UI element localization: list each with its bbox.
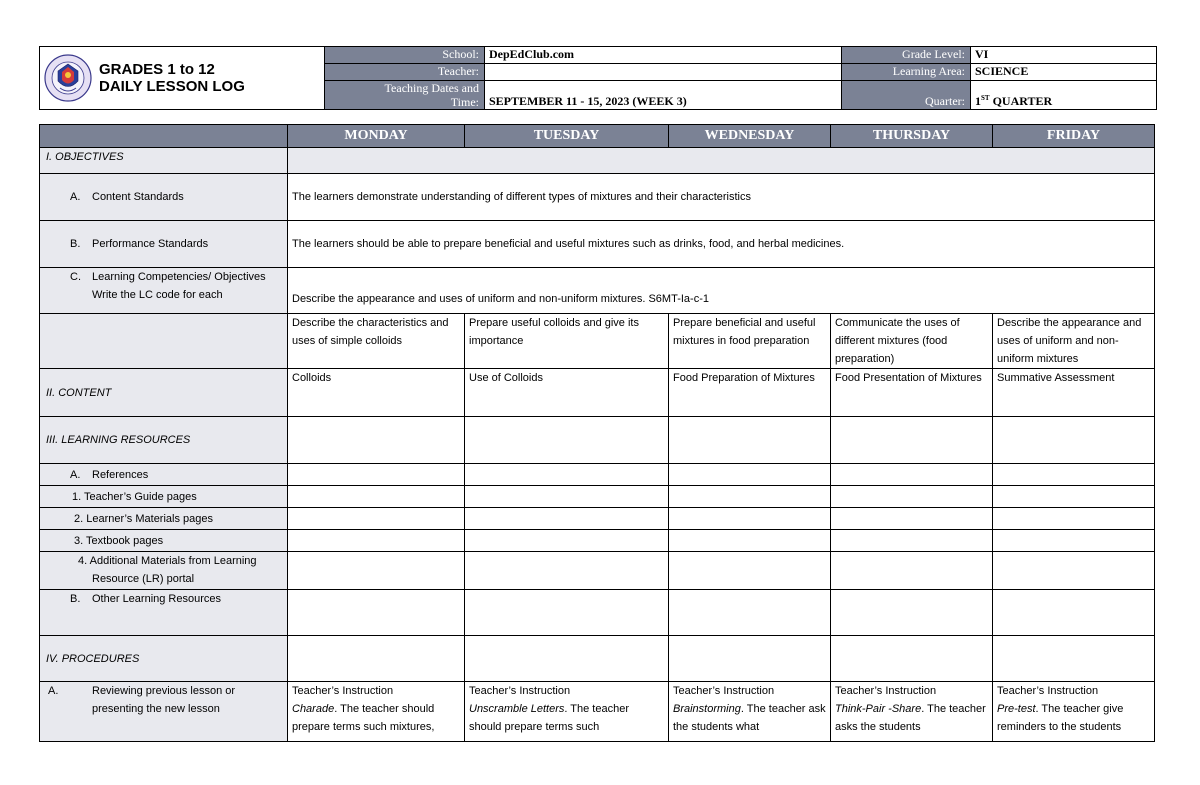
teaching-dates-label	[325, 81, 485, 110]
day-header-blank	[40, 125, 288, 148]
content-standards-marker: A.	[70, 191, 81, 203]
tg-thursday[interactable]	[831, 486, 993, 508]
content-standards-value[interactable]: The learners demonstrate understanding of different types of mixtures and their characteristics	[288, 174, 1155, 221]
other-friday[interactable]	[993, 590, 1155, 636]
learners-materials-label: 2. Learner’s Materials pages	[40, 508, 288, 530]
objective-wednesday[interactable]: Prepare beneficial and useful mixtures in food preparation	[669, 314, 831, 369]
tg-monday[interactable]	[288, 486, 465, 508]
review-monday-title: Teacher’s Instruction	[292, 685, 394, 697]
objective-monday[interactable]: Describe the characteristics and uses of simple colloids	[288, 314, 465, 369]
review-wednesday-title: Teacher’s Instruction	[673, 685, 775, 697]
teacher-label: Teacher:	[325, 64, 485, 81]
textbook-pages-label: 3. Textbook pages	[40, 530, 288, 552]
lm-monday[interactable]	[288, 508, 465, 530]
performance-standards-value[interactable]: The learners should be able to prepare beneficial and useful mixtures such as drinks, food, and herbal medicines.	[288, 221, 1155, 268]
tb-wednesday[interactable]	[669, 530, 831, 552]
learning-competencies-label	[40, 268, 288, 314]
tb-monday[interactable]	[288, 530, 465, 552]
procedures-monday[interactable]	[288, 636, 465, 682]
quarter-ordinal: ST	[981, 94, 990, 102]
learning-competencies-text: Describe the appearance and uses of uniform and non-uniform mixtures. S6MT-Ia-c-1	[292, 293, 709, 305]
other-resources-marker: B.	[70, 593, 81, 605]
lm-tuesday[interactable]	[465, 508, 669, 530]
lm-friday[interactable]	[993, 508, 1155, 530]
learning-area-label: Learning Area:	[842, 64, 971, 81]
references-thursday[interactable]	[831, 464, 993, 486]
teacher-value[interactable]	[485, 64, 842, 81]
form-title-line2: DAILY LESSON LOG	[99, 78, 245, 95]
review-monday-text: . The teacher should prepare terms such mixtures,	[292, 703, 435, 733]
procedures-wednesday[interactable]	[669, 636, 831, 682]
objective-tuesday[interactable]: Prepare useful colloids and give its importance	[465, 314, 669, 369]
other-tuesday[interactable]	[465, 590, 669, 636]
references-friday[interactable]	[993, 464, 1155, 486]
deped-seal-logo	[44, 54, 92, 102]
review-wednesday-activity: Brainstorming	[673, 703, 741, 715]
procedures-heading: IV. PROCEDURES	[40, 636, 288, 682]
objective-thursday[interactable]: Communicate the uses of different mixtures (food preparation)	[831, 314, 993, 369]
procedures-tuesday[interactable]	[465, 636, 669, 682]
performance-standards-marker: B.	[70, 238, 81, 250]
daily-objectives-label	[40, 314, 288, 369]
am-wednesday[interactable]	[669, 552, 831, 590]
references-label-text: References	[92, 468, 149, 481]
review-tuesday-title: Teacher’s Instruction	[469, 685, 571, 697]
references-tuesday[interactable]	[465, 464, 669, 486]
review-friday-activity: Pre-test	[997, 703, 1036, 715]
tg-tuesday[interactable]	[465, 486, 669, 508]
grade-level-label: Grade Level:	[842, 47, 971, 64]
day-thursday: THURSDAY	[831, 125, 993, 148]
review-lesson-label	[40, 682, 288, 742]
title-block	[40, 47, 325, 110]
quarter-number: 1	[975, 94, 981, 108]
content-heading: II. CONTENT	[40, 369, 288, 417]
additional-materials-label	[40, 552, 288, 590]
procedures-thursday[interactable]	[831, 636, 993, 682]
resources-wednesday[interactable]	[669, 417, 831, 464]
form-title-line1: GRADES 1 to 12	[99, 61, 215, 78]
review-tuesday-text: . The teacher should prepare terms such	[469, 703, 629, 733]
tg-friday[interactable]	[993, 486, 1155, 508]
other-wednesday[interactable]	[669, 590, 831, 636]
performance-standards-label	[40, 221, 288, 268]
review-thursday[interactable]	[831, 682, 993, 742]
references-wednesday[interactable]	[669, 464, 831, 486]
content-monday[interactable]: Colloids	[288, 369, 465, 417]
day-tuesday: TUESDAY	[465, 125, 669, 148]
review-thursday-text: . The teacher asks the students	[835, 703, 986, 733]
review-friday[interactable]	[993, 682, 1155, 742]
references-marker: A.	[70, 468, 81, 481]
am-tuesday[interactable]	[465, 552, 669, 590]
references-monday[interactable]	[288, 464, 465, 486]
day-header-row	[40, 125, 1155, 148]
other-resources-label	[40, 590, 288, 636]
quarter-label: Quarter:	[842, 81, 971, 110]
content-thursday[interactable]: Food Presentation of Mixtures	[831, 369, 993, 417]
resources-monday[interactable]	[288, 417, 465, 464]
lm-thursday[interactable]	[831, 508, 993, 530]
learning-competencies-line2: Write the LC code for each	[92, 289, 223, 301]
review-monday[interactable]	[288, 682, 465, 742]
learning-competencies-value[interactable]	[288, 268, 1155, 314]
content-friday[interactable]: Summative Assessment	[993, 369, 1155, 417]
am-monday[interactable]	[288, 552, 465, 590]
tb-thursday[interactable]	[831, 530, 993, 552]
school-label: School:	[325, 47, 485, 64]
day-friday: FRIDAY	[993, 125, 1155, 148]
other-thursday[interactable]	[831, 590, 993, 636]
learning-competencies-marker: C.	[70, 271, 81, 283]
teaching-dates-label-line2: Time:	[450, 95, 479, 109]
teaching-dates-value[interactable]: SEPTEMBER 11 - 15, 2023 (WEEK 3)	[485, 81, 842, 110]
tb-tuesday[interactable]	[465, 530, 669, 552]
review-monday-activity: Charade	[292, 703, 335, 715]
tb-friday[interactable]	[993, 530, 1155, 552]
review-friday-title: Teacher’s Instruction	[997, 685, 1099, 697]
other-resources-label-text: Other Learning Resources	[92, 593, 222, 605]
additional-materials-line2: Resource (LR) portal	[92, 573, 195, 585]
day-wednesday: WEDNESDAY	[669, 125, 831, 148]
content-standards-label-text: Content Standards	[92, 191, 184, 203]
lesson-log-table	[39, 124, 1155, 742]
learning-competencies-line1: Learning Competencies/ Objectives	[92, 271, 266, 283]
am-friday[interactable]	[993, 552, 1155, 590]
review-thursday-activity: Think-Pair -Share	[835, 703, 922, 715]
review-thursday-title: Teacher’s Instruction	[835, 685, 937, 697]
resources-friday[interactable]	[993, 417, 1155, 464]
teaching-dates-label-line1: Teaching Dates and	[384, 81, 479, 95]
tg-wednesday[interactable]	[669, 486, 831, 508]
grade-level-value[interactable]: VI	[971, 47, 1157, 64]
review-tuesday[interactable]	[465, 682, 669, 742]
day-monday: MONDAY	[288, 125, 465, 148]
procedures-friday[interactable]	[993, 636, 1155, 682]
lm-wednesday[interactable]	[669, 508, 831, 530]
review-friday-text: . The teacher give reminders to the students	[997, 703, 1124, 733]
resources-tuesday[interactable]	[465, 417, 669, 464]
objective-friday[interactable]: Describe the appearance and uses of uniform and non-uniform mixtures	[993, 314, 1155, 369]
review-lesson-marker: A.	[48, 685, 59, 697]
references-label	[40, 464, 288, 486]
school-value[interactable]: DepEdClub.com	[485, 47, 842, 64]
learning-area-value[interactable]: SCIENCE	[971, 64, 1157, 81]
review-wednesday-text: . The teacher ask the students what	[673, 703, 826, 733]
quarter-word: QUARTER	[989, 94, 1053, 108]
quarter-value[interactable]	[971, 81, 1157, 110]
other-monday[interactable]	[288, 590, 465, 636]
am-thursday[interactable]	[831, 552, 993, 590]
content-wednesday[interactable]: Food Preparation of Mixtures	[669, 369, 831, 417]
review-lesson-label-text: Reviewing previous lesson or presenting the new lesson	[92, 685, 236, 715]
additional-materials-line1: 4. Additional Materials from Learning	[78, 555, 257, 567]
learning-resources-heading: III. LEARNING RESOURCES	[40, 417, 288, 464]
teachers-guide-label: 1. Teacher’s Guide pages	[40, 486, 288, 508]
objectives-span-cell	[288, 148, 1155, 174]
header-table	[39, 46, 1157, 110]
content-tuesday[interactable]: Use of Colloids	[465, 369, 669, 417]
review-wednesday[interactable]	[669, 682, 831, 742]
resources-thursday[interactable]	[831, 417, 993, 464]
review-tuesday-activity: Unscramble Letters	[469, 703, 565, 715]
objectives-heading: I. OBJECTIVES	[40, 148, 288, 174]
content-standards-label	[40, 174, 288, 221]
performance-standards-label-text: Performance Standards	[92, 238, 209, 250]
